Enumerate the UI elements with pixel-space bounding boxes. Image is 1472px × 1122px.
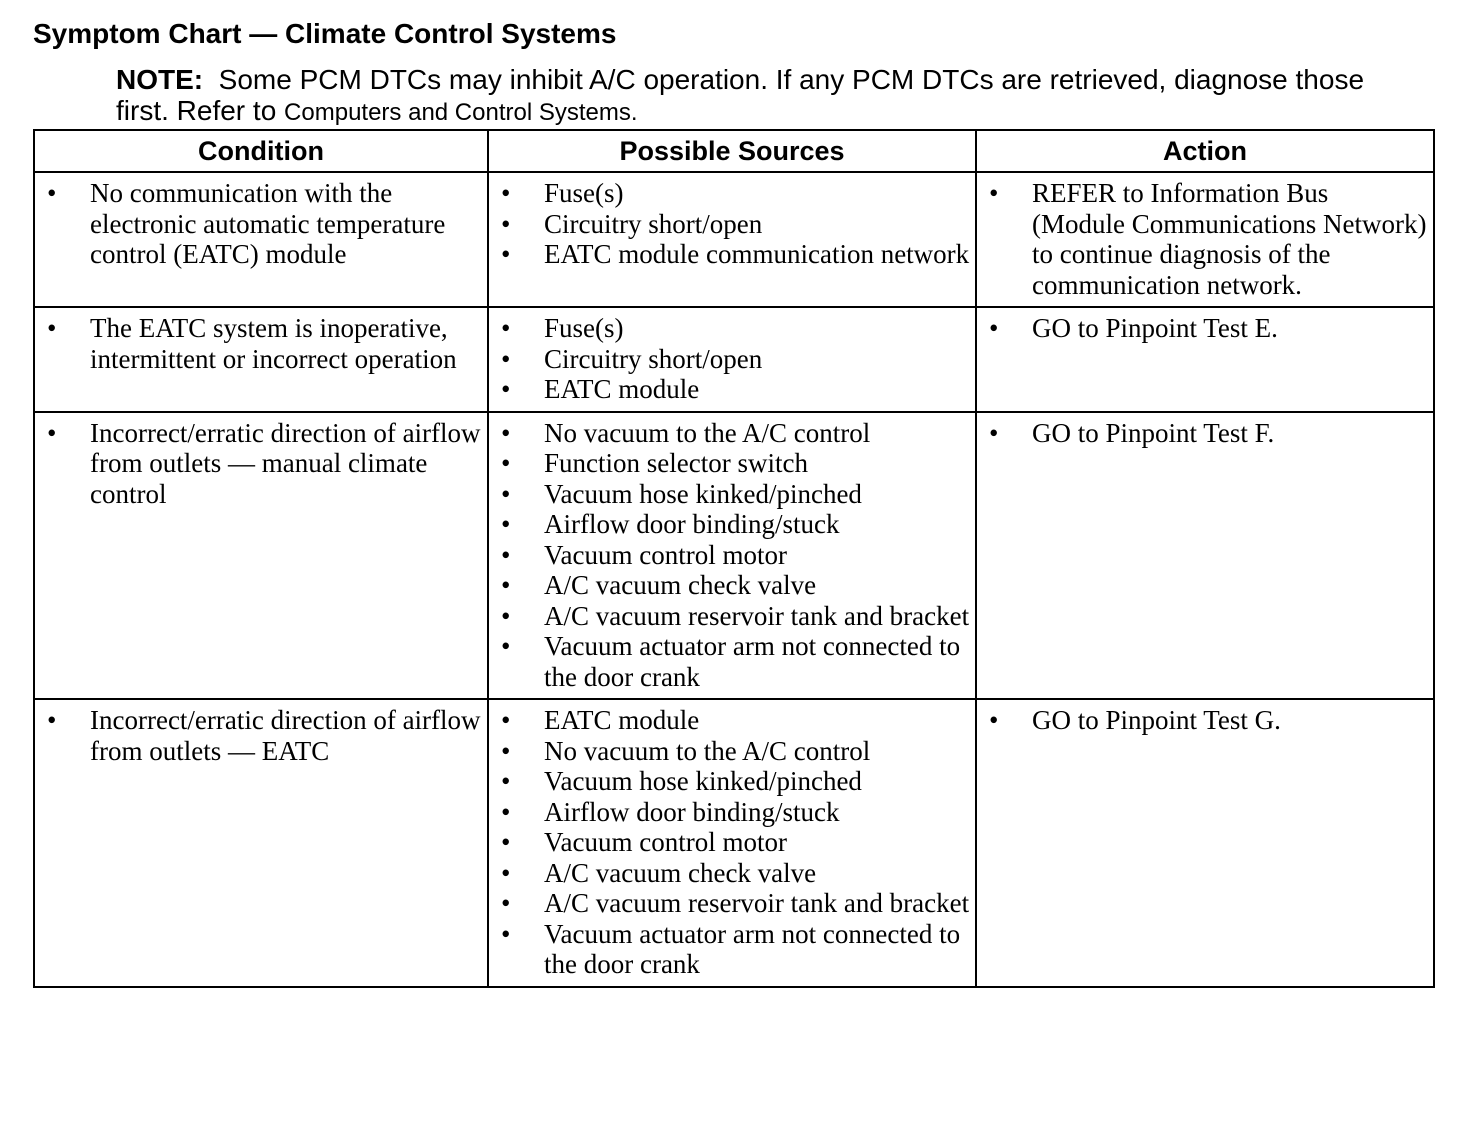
source-item [489, 418, 975, 449]
source-item [489, 736, 975, 767]
source-item-text: No vacuum to the A/C control [544, 417, 871, 448]
source-item-text: EATC module communication network [544, 239, 970, 269]
source-item [489, 570, 975, 601]
condition-cell [34, 412, 488, 700]
source-item-text: Circuitry short/open [544, 343, 763, 374]
bullet-icon: • [47, 705, 57, 735]
condition-item-text: No communication with the electronic automatic temperature control (EATC) module [90, 178, 446, 269]
note [116, 64, 1416, 128]
source-item [489, 479, 975, 510]
possible-sources-cell [488, 172, 976, 307]
note-reference: Computers and Control Systems. [284, 99, 638, 126]
condition-item-text: Incorrect/erratic direction of airflow from outlets — EATC [90, 705, 481, 766]
bullet-icon: • [501, 735, 511, 766]
source-item [489, 374, 975, 405]
source-item-text: EATC module [544, 705, 700, 735]
page-title: Symptom Chart — Climate Control Systems [33, 18, 617, 49]
source-item-text: Airflow door binding/stuck [544, 509, 840, 539]
source-item-text: Vacuum actuator arm not connected to the door crank [544, 918, 961, 979]
bullet-icon: • [47, 417, 57, 448]
action-item [977, 313, 1433, 344]
action-cell [976, 412, 1434, 700]
source-item [489, 239, 975, 270]
source-item [489, 540, 975, 571]
possible-sources-cell [488, 412, 976, 700]
source-item-text: Vacuum hose kinked/pinched [544, 766, 862, 796]
source-item [489, 858, 975, 889]
header-row [34, 130, 1434, 172]
action-item [977, 178, 1433, 300]
bullet-icon: • [989, 313, 999, 343]
source-item-text: A/C vacuum reservoir tank and bracket [544, 600, 970, 631]
source-item [489, 448, 975, 479]
source-item [489, 509, 975, 540]
source-item-text: EATC module [544, 374, 700, 404]
source-item [489, 344, 975, 375]
source-item [489, 313, 975, 344]
source-item-text: A/C vacuum check valve [544, 570, 817, 600]
condition-cell [34, 172, 488, 307]
source-item [489, 178, 975, 209]
source-item-text: Airflow door binding/stuck [544, 796, 840, 827]
source-item [489, 631, 975, 692]
source-item [489, 797, 975, 828]
source-item-text: Vacuum control motor [544, 539, 787, 570]
bullet-icon: • [501, 600, 511, 631]
bullet-icon: • [501, 888, 511, 918]
source-item-text: Vacuum hose kinked/pinched [544, 478, 862, 509]
bullet-icon: • [47, 313, 57, 343]
bullet-icon: • [501, 448, 511, 478]
source-item [489, 209, 975, 240]
source-item-text: Fuse(s) [544, 178, 624, 208]
bullet-icon: • [501, 478, 511, 509]
action-item-text: GO to Pinpoint Test E. [1032, 313, 1278, 343]
source-item-text: Function selector switch [544, 448, 808, 478]
bullet-icon: • [501, 343, 511, 374]
bullet-icon: • [501, 918, 511, 949]
bullet-icon: • [989, 705, 999, 735]
header-condition: Condition [34, 130, 488, 172]
bullet-icon: • [501, 766, 511, 796]
condition-cell [34, 699, 488, 987]
bullet-icon: • [501, 178, 511, 208]
source-item-text: A/C vacuum check valve [544, 857, 817, 888]
action-cell [976, 172, 1434, 307]
table-row [34, 412, 1434, 700]
header-possible-sources: Possible Sources [488, 130, 976, 172]
source-item-text: Vacuum control motor [544, 827, 787, 857]
bullet-icon: • [47, 178, 57, 208]
possible-sources-cell [488, 307, 976, 412]
source-item [489, 766, 975, 797]
condition-item [35, 313, 487, 374]
table-row [34, 172, 1434, 307]
action-cell [976, 307, 1434, 412]
bullet-icon: • [501, 857, 511, 888]
bullet-icon: • [501, 570, 511, 600]
condition-item [35, 178, 487, 270]
bullet-icon: • [501, 208, 511, 239]
bullet-icon: • [501, 796, 511, 827]
source-item-text: No vacuum to the A/C control [544, 735, 871, 766]
source-item [489, 601, 975, 632]
bullet-icon: • [501, 313, 511, 343]
action-item [977, 418, 1433, 449]
action-item-text: REFER to Information Bus (Module Communications Network) to continue diagnosis of the communication network. [1032, 178, 1427, 300]
bullet-icon: • [501, 374, 511, 404]
source-item [489, 827, 975, 858]
condition-item [35, 705, 487, 766]
source-item [489, 888, 975, 919]
action-item-text: GO to Pinpoint Test G. [1032, 705, 1281, 735]
source-item-text: Circuitry short/open [544, 208, 763, 239]
bullet-icon: • [501, 631, 511, 661]
condition-cell [34, 307, 488, 412]
action-item [977, 705, 1433, 736]
bullet-icon: • [501, 239, 511, 269]
source-item-text: Fuse(s) [544, 313, 624, 343]
source-item [489, 919, 975, 980]
table-row [34, 307, 1434, 412]
source-item-text: A/C vacuum reservoir tank and bracket [544, 888, 970, 918]
possible-sources-cell [488, 699, 976, 987]
action-item-text: GO to Pinpoint Test F. [1032, 417, 1275, 448]
symptom-chart-table [33, 129, 1435, 988]
source-item-text: Vacuum actuator arm not connected to the door crank [544, 631, 961, 692]
condition-item-text: The EATC system is inoperative, intermittent or incorrect operation [90, 313, 457, 374]
bullet-icon: • [501, 539, 511, 570]
table-row [34, 699, 1434, 987]
note-label: NOTE: [116, 64, 204, 95]
condition-item-text: Incorrect/erratic direction of airflow from outlets — manual climate control [90, 417, 481, 509]
condition-item [35, 418, 487, 510]
action-cell [976, 699, 1434, 987]
note-text: Some PCM DTCs may inhibit A/C operation. If any PCM DTCs are retrieved, diagnose those first. Refer to [116, 64, 1365, 126]
header-action: Action [976, 130, 1434, 172]
bullet-icon: • [989, 178, 999, 208]
bullet-icon: • [501, 705, 511, 735]
bullet-icon: • [501, 827, 511, 857]
bullet-icon: • [501, 417, 511, 448]
bullet-icon: • [501, 509, 511, 539]
source-item [489, 705, 975, 736]
bullet-icon: • [989, 417, 999, 448]
